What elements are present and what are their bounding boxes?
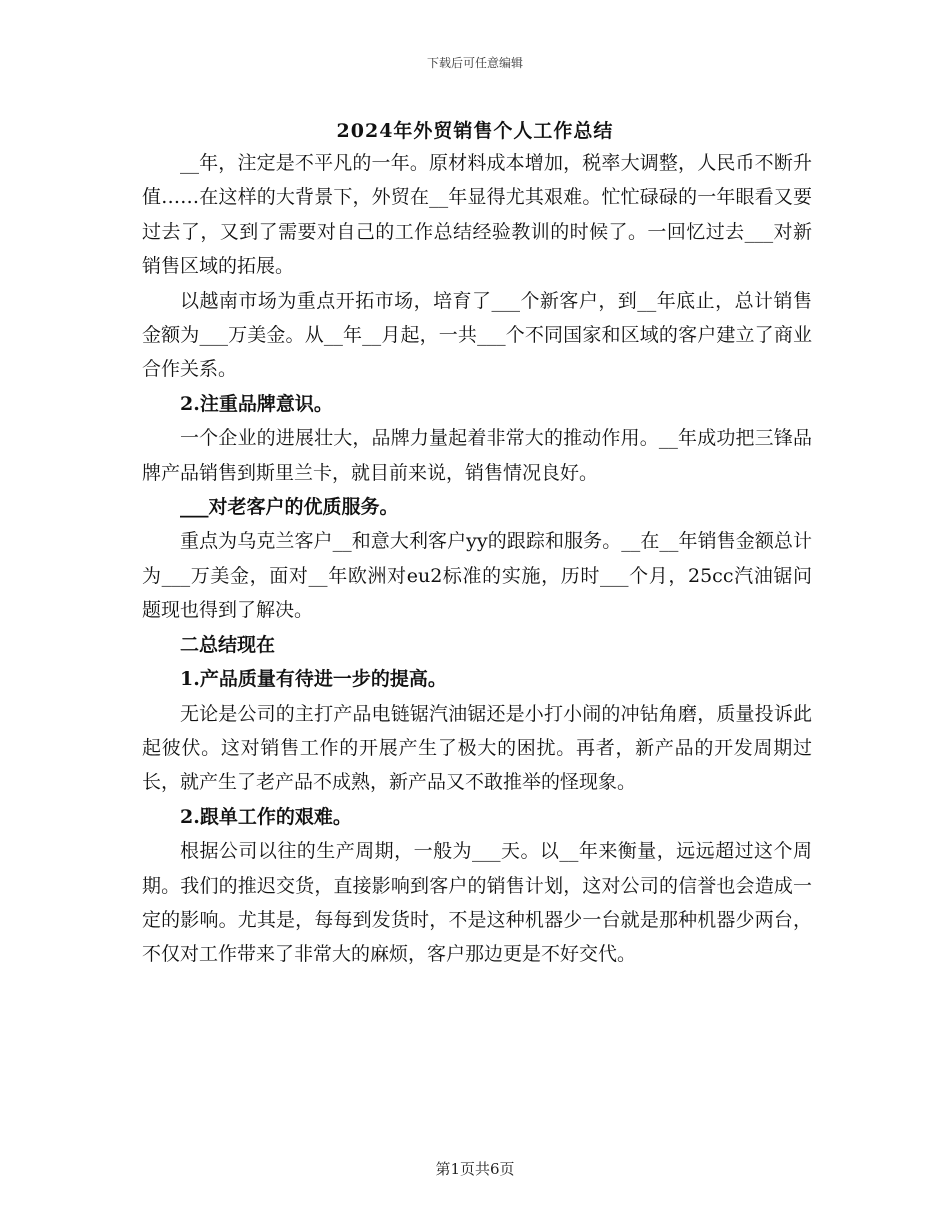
- paragraph: 重点为乌克兰客户__和意大利客户yy的跟踪和服务。__在__年销售金额总计为___万美金，面对__年欧洲对eu2标准的实施，历时___个月，25cc汽油锯问题现也得到了解决。: [142, 530, 812, 622]
- section-heading: 2.跟单工作的艰难。: [180, 805, 352, 828]
- section-heading: ___对老客户的优质服务。: [180, 496, 399, 519]
- document-title: 2024年外贸销售个人工作总结: [336, 120, 614, 142]
- section-heading: 二总结现在: [180, 633, 276, 656]
- document-body: [142, 146, 812, 972]
- page-number: 第1页共6页: [435, 1160, 515, 1178]
- paragraph: 一个企业的进展壮大，品牌力量起着非常大的推动作用。__年成功把三锋品牌产品销售到斯里兰卡，就目前来说，销售情况良好。: [142, 427, 812, 484]
- paragraph: 无论是公司的主打产品电链锯汽油锯还是小打小闹的冲钻角磨，质量投诉此起彼伏。这对销售工作的开展产生了极大的困扰。再者，新产品的开发周期过长，就产生了老产品不成熟，新产品又不敢推举的怪现象。: [142, 702, 812, 794]
- paragraph: __年，注定是不平凡的一年。原材料成本增加，税率大调整，人民币不断升值……在这样的大背景下，外贸在__年显得尤其艰难。忙忙碌碌的一年眼看又要过去了，又到了需要对自己的工作总结经验教训的时候了。一回忆过去___对新销售区域的拓展。: [142, 152, 812, 278]
- paragraph: 根据公司以往的生产周期，一般为___天。以__年来衡量，远远超过这个周期。我们的推迟交货，直接影响到客户的销售计划，这对公司的信誉也会造成一定的影响。尤其是，每每到发货时，不是这种机器少一台就是那种机器少两台，不仅对工作带来了非常大的麻烦，客户那边更是不好交代。: [142, 840, 812, 966]
- page-header-note: 下载后可任意编辑: [426, 56, 523, 70]
- section-heading: 1.产品质量有待进一步的提高。: [180, 668, 447, 691]
- paragraph: 以越南市场为重点开拓市场，培育了___个新客户，到__年底止，总计销售金额为___万美金。从__年__月起，一共___个不同国家和区域的客户建立了商业合作关系。: [142, 289, 812, 381]
- section-heading: 2.注重品牌意识。: [180, 392, 333, 415]
